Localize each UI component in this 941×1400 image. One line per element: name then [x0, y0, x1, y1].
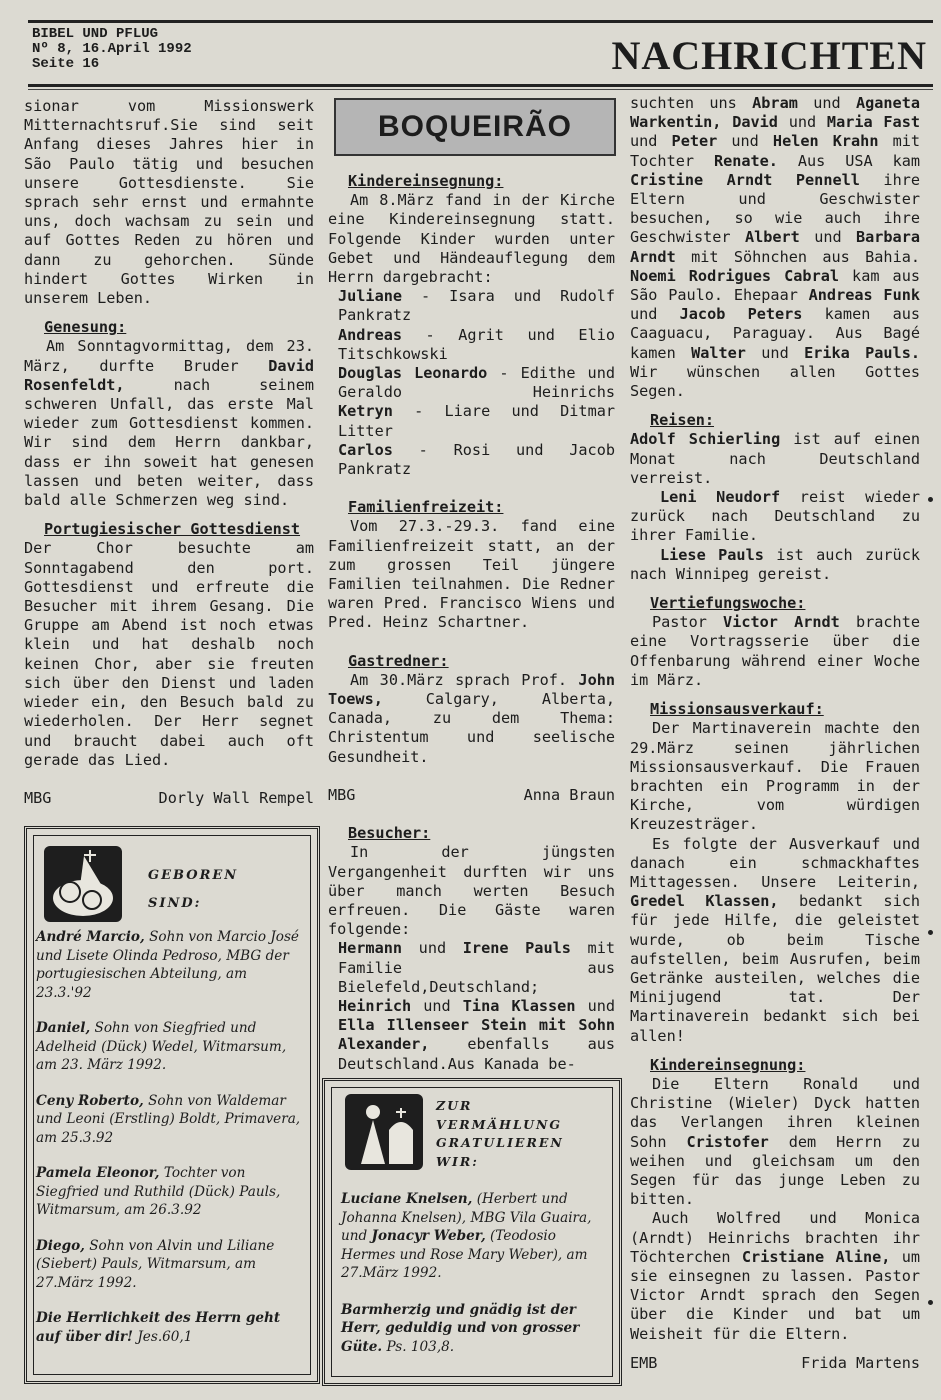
wedding-title-line: VERMÄHLUNG — [436, 1116, 563, 1132]
child-parents: - Agrit und Elio Titschkowski — [338, 325, 615, 363]
top-rule — [28, 20, 933, 23]
person-name: Noemi Rodrigues Cabral — [630, 266, 839, 285]
text-span: ebenfalls aus Deutschland.Aus Kanada be- — [338, 1035, 615, 1073]
child-entry — [338, 402, 615, 440]
place-banner: BOQUEIRÃO — [334, 98, 616, 156]
child-name: Douglas Leonardo — [338, 364, 488, 383]
birth-details: Sohn von Siegfried und Adelheid (Dück) Wedel, Witmarsum, am 23. März 1992. — [36, 1020, 287, 1073]
page-number: Seite 16 — [32, 56, 100, 72]
text-span: dem Herrn zu weihen und gleichsam um den Segen für das junge Leben zu bitten. — [630, 1132, 920, 1209]
article-besucher-names — [338, 939, 615, 1073]
punch-hole-mark — [928, 930, 933, 935]
text-span: und — [575, 996, 615, 1015]
heading-portugiesisch: Portugiesischer Gottesdienst — [44, 520, 301, 539]
person-name: Albert — [744, 228, 800, 247]
child-name: Carlos — [338, 440, 393, 459]
text-span: Am Sonntagvormittag, dem 23. März, durfte Bruder — [24, 337, 314, 375]
person-name: Barbara Arndt — [630, 228, 920, 266]
births-title-line: GEBOREN — [148, 868, 239, 883]
person-name: Cristofer — [686, 1132, 769, 1151]
text-span: Auch Wolfred und Monica (Arndt) Heinrichs brachten ihr Töchterchen — [630, 1209, 920, 1266]
article-gastredner — [328, 671, 615, 767]
text-span: Wir wünschen allen Gottes Segen. — [630, 362, 920, 401]
text-span: und — [411, 996, 463, 1015]
signature-author: Frida Martens — [801, 1353, 920, 1372]
groom-name: Jonacyr Weber, — [371, 1228, 486, 1244]
text-span: mit Familie aus Bielefeld,Deutschland; — [338, 939, 615, 996]
birth-details: Sohn von Waldemar und Leoni (Erstling) Boldt, Primavera, am 25.3.92 — [36, 1092, 301, 1146]
text-span: ist auf einen Monat nach Deutschland verreist. — [630, 430, 920, 487]
births-title — [148, 862, 238, 918]
child-entry — [338, 364, 615, 402]
punch-hole-mark — [928, 1300, 933, 1305]
issue-info — [32, 27, 192, 72]
heading-missionsausverkauf: Missionsausverkauf: — [650, 700, 824, 719]
signature-author: Anna Braun — [523, 785, 615, 804]
heading-besucher: Besucher: — [348, 824, 431, 843]
wedding-title — [436, 1097, 564, 1171]
person-name: Abram — [752, 94, 798, 112]
bride-name: Luciane Knelsen, — [341, 1191, 473, 1207]
text-span: Pastor — [652, 613, 724, 632]
birth-details: Sohn von Marcio José und Lisete Olinda Pedroso, MBG der portugiesischen Abteilung, am 23.3.'92 — [36, 929, 299, 1001]
text-span: Aus USA kam — [777, 151, 920, 170]
text-span: um sie einsegnen zu lassen. Pastor Victor Arndt sprach den Segen über die Kinder und bat um Weisheit für die Eltern. — [630, 1247, 920, 1343]
child-name: Ceny Roberto, — [36, 1092, 144, 1109]
person-name: Gredel Klassen, — [630, 892, 779, 911]
person-name: Irene Pauls — [462, 939, 571, 958]
child-entry — [338, 287, 615, 325]
child-parents: - Edithe und Geraldo Heinrichs — [338, 364, 615, 402]
article-reisen-2 — [630, 488, 920, 546]
person-name: Renate. — [713, 151, 778, 170]
column-middle — [328, 172, 615, 1074]
wedding-title-line: ZUR — [436, 1098, 473, 1113]
text-span: Am 30.März sprach Prof. — [350, 670, 579, 689]
wedding-details: (Herbert und Johanna Knelsen), MBG Vila Guaira, und — [341, 1191, 592, 1244]
heading-familienfreizeit: Familienfreizeit: — [348, 498, 504, 517]
text-span: Es folgte der Ausverkauf und danach ein schmackhaftes Mittagessen. Unsere Leiterin, — [630, 834, 920, 891]
person-name: Adolf Schierling — [630, 430, 781, 449]
wedding-verse — [341, 1301, 607, 1357]
child-parents: - Rosi und Jacob Pankratz — [338, 440, 615, 479]
person-name: David Rosenfeldt, — [24, 356, 314, 394]
person-name: Leni Neudorf — [660, 488, 781, 507]
wedding-title-line: GRATULIEREN — [436, 1135, 564, 1150]
heading-kindereinsegnung: Kindereinsegnung: — [348, 172, 504, 190]
article-reisen-3 — [630, 546, 920, 584]
wedding-title-line: WIR: — [436, 1153, 479, 1169]
heading-genesung: Genesung: — [44, 318, 127, 337]
header-rule-thin — [28, 89, 933, 90]
column-right — [630, 94, 920, 1373]
person-name: John Toews, — [328, 670, 615, 709]
heading-vertiefungswoche: Vertiefungswoche: — [650, 594, 806, 613]
verse-reference: Ps. 103,8. — [386, 1338, 455, 1355]
heading-gastredner: Gastredner: — [348, 651, 449, 670]
person-name: Liese Pauls — [660, 545, 764, 564]
article-kindereinsegnung-2a — [630, 1075, 920, 1209]
child-entry — [338, 326, 615, 364]
section-title: NACHRICHTEN — [611, 33, 927, 78]
text-span: und — [630, 305, 680, 324]
children-list — [328, 287, 615, 479]
text-span: brachte eine Vortragsserie über die Offenbarung während einer Woche im März. — [630, 613, 920, 689]
article-missionsausverkauf-2 — [630, 835, 920, 1046]
text-span: Die Eltern Ronald und Christine (Wieler) Dyck hatten das Verlangen ihren kleinen Sohn — [630, 1074, 920, 1151]
text-span: kam aus São Paulo. Ehepaar — [630, 266, 920, 305]
article-besucher-continued — [630, 94, 920, 401]
wedding-couple — [341, 1190, 607, 1283]
birth-entry — [36, 928, 304, 1002]
heading-kindereinsegnung-2: Kindereinsegnung: — [650, 1055, 806, 1074]
child-name: Ketryn — [338, 402, 393, 421]
births-list — [36, 928, 304, 1346]
wedding-couple-icon — [345, 1094, 423, 1170]
person-name: Helen Krahn — [772, 132, 879, 151]
birth-details: Sohn von Alvin und Liliane (Siebert) Pauls, Witmarsum, am 27.März 1992. — [36, 1237, 275, 1291]
verse-text: Die Herrlichkeit des Herrn geht auf über dir! — [36, 1310, 281, 1345]
article-continuation: sionar vom Missionswerk Mitternachtsruf.Sie sind seit Anfang dieses Jahres hier in São Paulo tätig und besuchen unsere Gottesdienste. Sie sprach sehr ernst und ermahnte uns, doch wachsam zu sein und auf Gottes Reden zu hören und dann zu gehorchen. Sünde hindert Gottes Wirken in unserem Leben. — [24, 97, 314, 308]
person-name: Tina Klassen — [462, 996, 576, 1015]
child-entry — [338, 441, 615, 479]
article-besucher: In der jüngsten Vergangenheit durften wir uns über manch werten Besuch erfreuen. Die Gäste waren folgende: — [328, 843, 615, 939]
child-name: André Marcio, — [36, 929, 145, 945]
article-genesung — [24, 337, 314, 510]
publication-name: BIBEL UND PFLUG — [32, 26, 159, 42]
text-span: kamen aus Caaguacu, Paraguay. Aus Bagé kamen — [630, 305, 920, 362]
person-name: Heinrich — [338, 996, 412, 1015]
person-name: Cristiane Aline, — [741, 1247, 891, 1266]
column-left — [24, 97, 314, 808]
child-parents: - Isara und Rudolf Pankratz — [338, 287, 615, 325]
text-span: nach seinem schweren Unfall, das erste Mal wieder zum Gottesdienst kommen. Wir sind dem Herrn dankbar, dass er ihn soweit hat genesen lassen und beten weiter, dass bald alle Schmerzen weg sind. — [24, 375, 314, 510]
heading-reisen: Reisen: — [650, 411, 715, 430]
person-name: Victor Arndt — [723, 613, 840, 632]
wedding-details: (Teodosio Hermes und Rose Mary Weber), am 27.März 1992. — [341, 1228, 588, 1281]
person-name: Aganeta Warkentin, David — [630, 94, 920, 132]
text-span: reist wieder zurück nach Deutschland zu ihrer Familie. — [630, 488, 920, 545]
birth-entry — [36, 1019, 304, 1075]
text-span: und — [630, 132, 672, 151]
header-rule — [28, 84, 933, 87]
signature-church: MBG — [24, 788, 52, 807]
text-span: suchten uns — [630, 94, 753, 112]
signature — [24, 789, 314, 808]
birth-entry — [36, 1092, 304, 1148]
child-name: Andreas — [338, 325, 403, 344]
signature — [328, 786, 615, 805]
child-name: Daniel, — [36, 1020, 91, 1036]
person-name: Walter — [691, 343, 746, 362]
signature-church: EMB — [630, 1353, 658, 1372]
text-span: und — [777, 113, 827, 132]
article-kindereinsegnung: Am 8.März fand in der Kirche eine Kindereinsegnung statt. Folgende Kinder wurden unter Gebet und Händeauflegung dem Herrn dargebracht: — [328, 191, 615, 287]
child-name: Diego, — [36, 1237, 85, 1254]
verse-text: Barmherzig und gnädig ist der Herr, geduldig und von grosser Güte. — [341, 1301, 580, 1355]
births-verse — [36, 1309, 304, 1346]
article-portugiesisch: Der Chor besuchte am Sonntagabend den port. Gottesdienst und erfreute die Besucher mit ihrem Gesang. Die Gruppe am Abend ist noch etwas klein und hat deshalb noch keinen Chor, aber sie freuten sich über den Dienst und laden wieder ein, den Besuch bald zu wiederholen. Der Herr segnet und braucht dabei auch oft gerade das Lied. — [24, 539, 314, 769]
text-span: mit Tochter — [630, 132, 921, 170]
person-name: Maria Fast — [826, 113, 920, 132]
child-parents: - Liare und Ditmar Litter — [338, 402, 615, 440]
text-span: und — [717, 132, 773, 151]
birth-entry — [36, 1164, 304, 1220]
birth-entry — [36, 1237, 304, 1293]
person-name: Jacob Peters — [679, 305, 803, 324]
issue-number-date: Nº 8, 16.April 1992 — [32, 41, 192, 57]
text-span: und — [797, 94, 856, 112]
article-reisen-1 — [630, 430, 920, 488]
signature — [630, 1354, 920, 1373]
baby-icon — [44, 846, 122, 922]
birth-details: Tochter von Siegfried und Ruthild (Dück) Pauls, Witmarsum, am 26.3.92 — [36, 1165, 281, 1218]
text-span: und — [799, 228, 856, 247]
article-missionsausverkauf-1: Der Martinaverein machte den 29.März seinen jährlichen Missionsausverkauf. Die Frauen brachten ein Programm in der Kirche, vom würdigen Kreuzesträger. — [630, 719, 920, 834]
signature-author: Dorly Wall Rempel — [158, 788, 314, 807]
births-title-line: SIND: — [148, 896, 202, 911]
article-vertiefungswoche — [630, 613, 920, 690]
punch-hole-mark — [928, 497, 933, 502]
text-span: ihre Eltern und Geschwister besuchen, so wie auch ihre Geschwister — [630, 170, 920, 247]
person-name: Erika Pauls. — [804, 343, 920, 362]
person-name: Ella Illenseer Stein mit Sohn Alexander, — [338, 1016, 615, 1054]
person-name: Andreas Funk — [808, 286, 920, 305]
wedding-announcement — [341, 1190, 607, 1356]
verse-reference: Jes.60,1 — [137, 1328, 193, 1345]
child-name: Juliane — [338, 287, 403, 306]
person-name: Cristine Arndt Pennell — [630, 170, 860, 189]
text-span: bedankt sich für jede Hilfe, die geleistet wurde, ob beim Tische aufstellen, beim Ausrufen, beim Getränke austeilen, welches die Minijugend tat. Der Martinaverein bedankt sich bei allen! — [630, 892, 920, 1045]
person-name: Peter — [671, 132, 718, 151]
child-name: Pamela Eleonor, — [36, 1165, 160, 1181]
article-kindereinsegnung-2b — [630, 1209, 920, 1343]
person-name: Hermann — [338, 939, 403, 958]
text-span: und — [402, 939, 463, 958]
signature-church: MBG — [328, 785, 356, 804]
text-span: ist auch zurück nach Winnipeg gereist. — [630, 545, 920, 583]
article-familienfreizeit: Vom 27.3.-29.3. fand eine Familienfreizeit statt, an der zum grossen Teil jüngere Familien teilnahmen. Die Redner waren Pred. Francisco Wiens und Pred. Heinz Schartner. — [328, 517, 615, 632]
text-span: und — [745, 343, 805, 362]
text-span: Calgary, Alberta, Canada, zu dem Thema: Christentum und seelische Gesundheit. — [328, 690, 615, 766]
text-span: mit Söhnchen aus Bahia. — [675, 247, 920, 266]
